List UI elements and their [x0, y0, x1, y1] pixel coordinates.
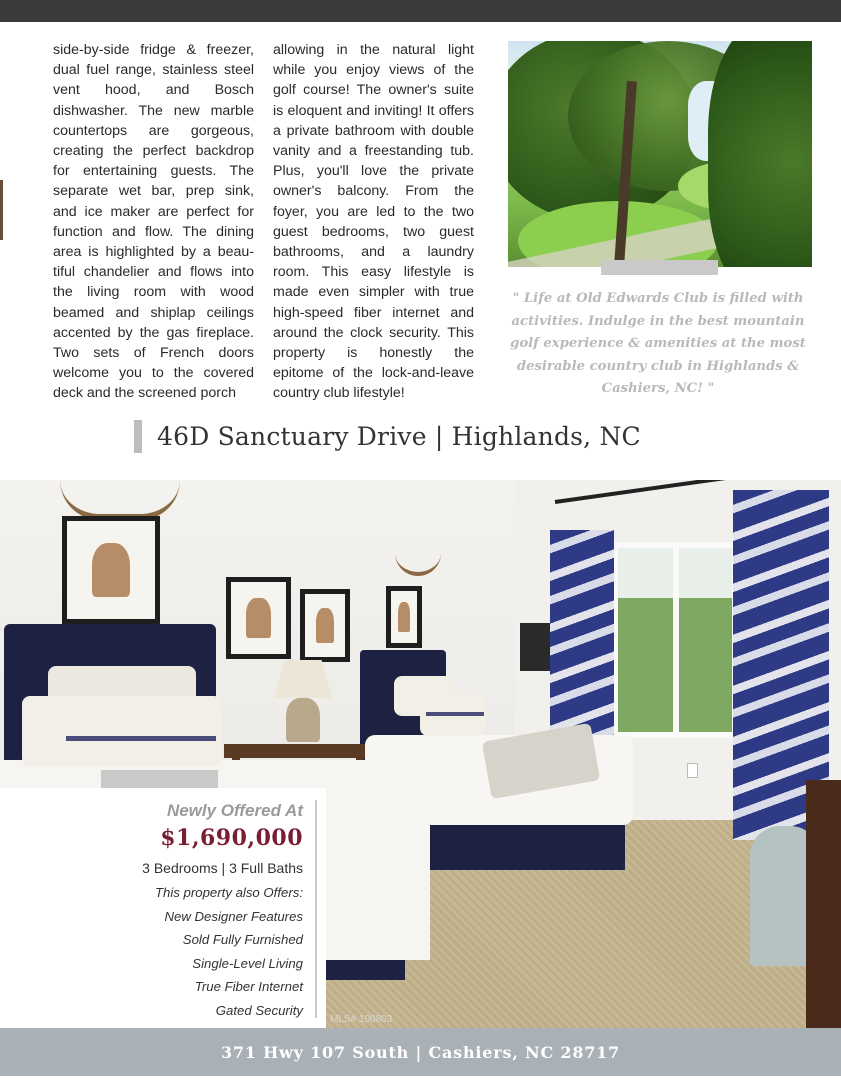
feature-item: Single-Level Living	[192, 955, 303, 971]
newly-offered-label: Newly Offered At	[166, 801, 303, 820]
body-text-column-1: side-by-side fridge & freezer, dual fuel range, stainless steel vent hood, and Bosch dishwasher. The new marble countertops are gorgeous, creating the perfect backdrop for entertaining guests. The separate wet bar, prep sink, and ice maker are perfect for function and flow. The dining area is highlighted by a beautiful chandelier and flows into the living room with wood beamed and shiplap ceilings accented by the gas fireplace. Two sets of French doors welcome you to the covered deck and the screened porch	[53, 42, 254, 402]
feature-item: Gated Security	[215, 1002, 303, 1018]
mls-number: MLS# 100803	[330, 1014, 393, 1025]
footer-address: 371 Hwy 107 South | Cashiers, NC 28717	[220, 1043, 621, 1062]
address-accent-bar	[134, 420, 142, 453]
property-address-title: 46D Sanctuary Drive | Highlands, NC	[157, 422, 641, 451]
offer-separator	[315, 800, 317, 1018]
top-bar	[0, 0, 841, 22]
feature-item: True Fiber Internet	[194, 979, 303, 995]
listing-price: $1,690,000	[160, 825, 303, 851]
feature-item: New Designer Features	[164, 908, 303, 924]
left-edge-stub	[0, 180, 3, 240]
feature-item: Sold Fully Furnished	[182, 932, 303, 948]
beds-baths: 3 Bedrooms | 3 Full Baths	[142, 860, 303, 876]
also-offers-heading: This property also Offers:	[154, 885, 303, 900]
photo-caption-bar	[601, 260, 718, 275]
golf-course-photo	[508, 41, 812, 267]
offer-caption-bar	[101, 770, 218, 788]
body-text-column-2: allowing in the natural light while you enjoy views of the golf course! The owner's suite is eloquent and inviting! It offers a private bathroom with double vanity and a freestanding tub. Plus, you'll love the private owner's balcony. From the foyer, you are led to the two guest bedrooms, two guest bathrooms, and a laundry room. This easy lifestyle is made even simpler with true high-speed fiber internet and around the clock security. This property is honestly the epitome of the lock-and-leave country club lifestyle!	[273, 42, 474, 402]
features-list	[155, 881, 303, 1023]
testimonial-quote: " Life at Old Edwards Club is filled with activities. Indulge in the best mountain golf experience & amenities at the most desirable country club in Highlands & Cashiers, NC! "	[510, 291, 806, 397]
